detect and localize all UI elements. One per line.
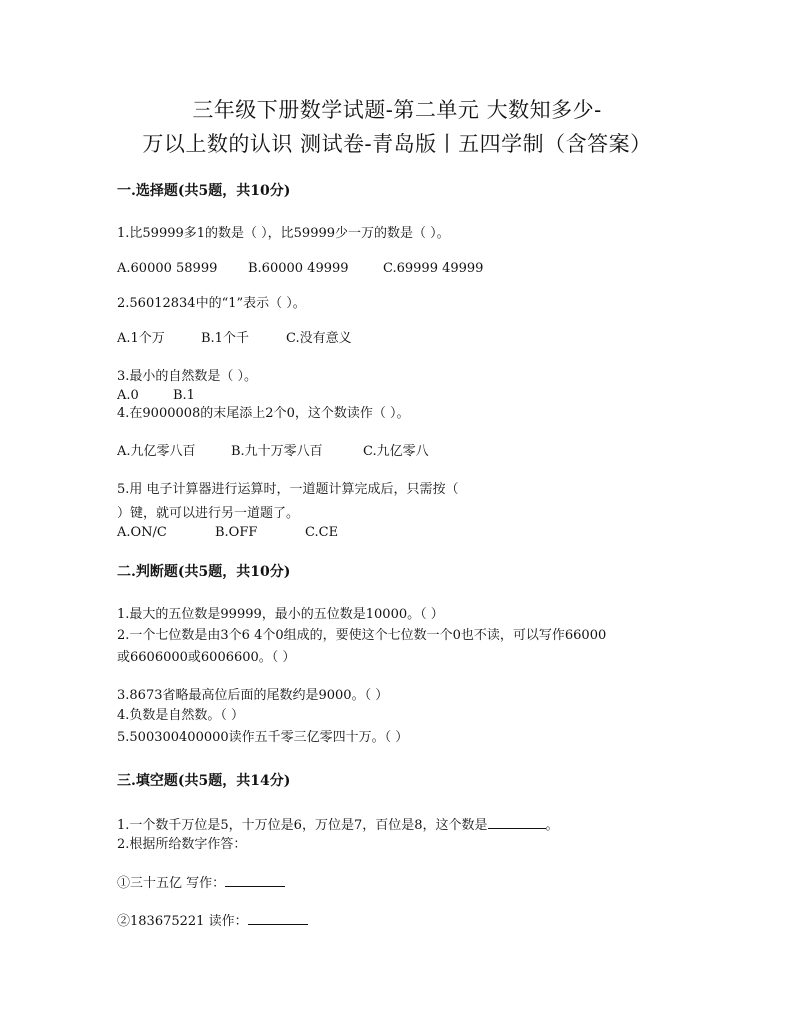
- option-b: B.1: [173, 388, 195, 403]
- option-b: B.60000 49999: [248, 261, 349, 276]
- option-c: C.九亿零八: [363, 444, 429, 459]
- option-a: A.ON/C: [117, 525, 167, 540]
- choice-q5-line1: 5.用 电子计算器进行运算时，一道题计算完成后，只需按（: [117, 482, 459, 497]
- judge-q2-line2: 或6606000或6006600。（ ）: [117, 650, 296, 665]
- fill-q2-a-text: ①三十五亿 写作：: [117, 876, 226, 891]
- fill-q2-b: [117, 912, 308, 931]
- judge-q3: 3.8673省略最高位后面的尾数约是9000。（ ）: [117, 688, 389, 703]
- choice-q1-options: [117, 260, 483, 278]
- option-c: C.CE: [305, 525, 339, 540]
- judge-q1: 1.最大的五位数是99999，最小的五位数是10000。（ ）: [117, 607, 444, 622]
- section-heading-fill: 三.填空题(共5题，共14分): [117, 773, 291, 789]
- choice-q4: 4.在9000008的末尾添上2个0，这个数读作（ ）。: [117, 406, 410, 421]
- choice-q5-line2: ）键，就可以进行另一道题了。: [117, 506, 300, 521]
- section-heading-judge: 二.判断题(共5题，共10分): [117, 564, 291, 580]
- option-a: A.0: [117, 388, 139, 403]
- option-a: A.60000 58999: [117, 261, 218, 276]
- choice-q5-options: [117, 524, 338, 542]
- answer-blank: [225, 874, 285, 887]
- option-a: A.九亿零八百: [117, 444, 196, 459]
- judge-q4: 4.负数是自然数。（ ）: [117, 708, 245, 723]
- option-b: B.1个千: [201, 331, 249, 346]
- option-c: C.没有意义: [286, 331, 352, 346]
- answer-blank: [488, 816, 546, 829]
- fill-q1: [117, 816, 559, 835]
- choice-q2-options: [117, 330, 352, 348]
- option-b: B.OFF: [215, 525, 258, 540]
- fill-q2: 2.根据所给数字作答：: [117, 837, 247, 852]
- section-heading-choice: 一.选择题(共5题，共10分): [117, 183, 291, 199]
- option-b: B.九十万零八百: [231, 444, 323, 459]
- choice-q4-options: [117, 443, 429, 461]
- choice-q3: 3.最小的自然数是（ ）。: [117, 369, 258, 384]
- title-line-2: 万以上数的认识 测试卷-青岛版丨五四学制（含答案）: [142, 132, 652, 156]
- title-line-1: 三年级下册数学试题-第二单元 大数知多少-: [192, 98, 602, 122]
- judge-q2-line1: 2.一个七位数是由3个6 4个0组成的，要使这个七位数一个0也不读，可以写作66000: [117, 628, 607, 643]
- choice-q2: 2.56012834中的“1”表示（ ）。: [117, 296, 306, 311]
- option-c: C.69999 49999: [383, 261, 484, 276]
- fill-q2-b-text: ②183675221 读作：: [117, 914, 248, 929]
- choice-q1: 1.比59999多1的数是（ ），比59999少一万的数是（ ）。: [117, 226, 450, 241]
- option-a: A.1个万: [117, 331, 165, 346]
- fill-q1-end: 。: [545, 818, 559, 833]
- fill-q1-text: 1.一个数千万位是5，十万位是6，万位是7，百位是8，这个数是: [117, 818, 488, 833]
- choice-q3-options: [117, 387, 195, 405]
- fill-q2-a: [117, 874, 285, 893]
- judge-q5: 5.500300400000读作五千零三亿零四十万。（ ）: [117, 730, 409, 745]
- answer-blank: [248, 912, 308, 925]
